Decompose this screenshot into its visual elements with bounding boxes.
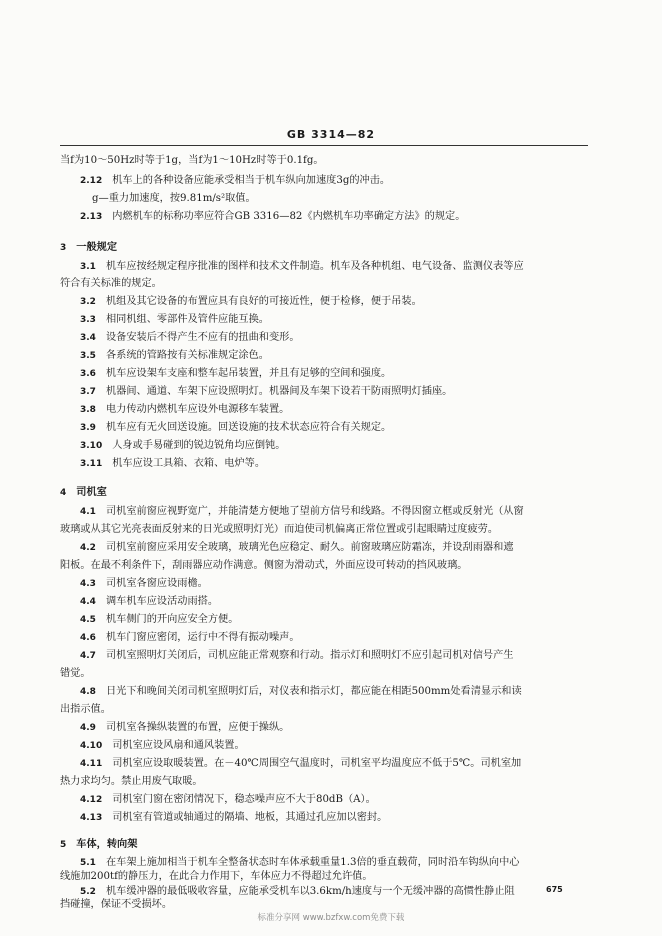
- clause-3-8: 3.8 电力传动内燃机车应设外电源移车装置。: [80, 404, 290, 415]
- clause-4-12: 4.12 司机室门窗在密闭情况下，稳态噪声应不大于80dB（A）。: [80, 794, 376, 805]
- clause-3-7: 3.7 机器间、通道、车架下应设照明灯。机器间及车架下设若干防雨照明灯插座。: [80, 386, 453, 397]
- clause-3-5: 3.5 各系统的管路按有关标准规定涂色。: [80, 350, 269, 361]
- page-number: 675: [546, 885, 563, 894]
- standard-header: GB 3314—82: [286, 128, 376, 141]
- text-line: 阳板。在最不利条件下，刮雨器应动作满意。侧窗为滑动式，外面应设可转动的挡风玻璃。: [60, 560, 468, 571]
- clause-2-13: 2.13 内燃机车的标称功率应符合GB 3316—82《内燃机车功率确定方法》的规定。: [80, 211, 466, 222]
- clause-4-7: 4.7 司机室照明灯关闭后，司机应能正常观察和行动。指示灯和照明灯不应引起司机对信号产生: [80, 650, 514, 661]
- clause-3-6: 3.6 机车应设架车支座和整车起吊装置，并且有足够的空间和强度。: [80, 368, 392, 379]
- clause-4-1: 4.1 司机室前窗应视野宽广，并能清楚方便地了望前方信号和线路。不得因窗立框或反射光（从窗: [80, 506, 524, 517]
- text-line: 错觉。: [60, 668, 91, 679]
- clause-3-4: 3.4 设备安装后不得产生不应有的扭曲和变形。: [80, 332, 300, 343]
- clause-3-1: 3.1 机车应按经规定程序批准的图样和技术文件制造。机车及各种机组、电气设备、监测仪表等应: [80, 261, 524, 272]
- footer-watermark: 标准分享网 www.bzfxw.com免费下载: [257, 913, 405, 923]
- clause-3-10: 3.10 人身或手易碰到的锐边锐角均应倒钝。: [80, 440, 286, 451]
- section-5-heading: 5 车体，转向架: [60, 838, 138, 850]
- clause-3-9: 3.9 机车应有无火回送设施。回送设施的技术状态应符合有关规定。: [80, 422, 392, 433]
- text-line: 热力求均匀。禁止用废气取暖。: [60, 776, 203, 787]
- clause-4-4: 4.4 调车机车应设活动雨搭。: [80, 596, 219, 607]
- header-rule: [60, 145, 588, 146]
- clause-4-13: 4.13 司机室有管道或轴通过的隔墙、地板，其通过孔应加以密封。: [80, 812, 388, 823]
- text-line: 挡碰撞，保证不受损坏。: [60, 899, 173, 910]
- text-line: g—重力加速度，按9.81m/s²取值。: [92, 193, 256, 204]
- text-line: 线施加200tf的静压力，在此合力作用下，车体应力不得超过允许值。: [60, 871, 373, 882]
- clause-3-2: 3.2 机组及其它设备的布置应具有良好的可接近性，便于检修，便于吊装。: [80, 296, 422, 307]
- clause-4-3: 4.3 司机室各窗应设雨檐。: [80, 578, 208, 589]
- clause-2-12: 2.12 机车上的各种设备应能承受相当于机车纵向加速度3g的冲击。: [80, 175, 391, 186]
- clause-4-5: 4.5 机车侧门的开向应安全方便。: [80, 614, 239, 625]
- clause-5-1: 5.1 在车架上施加相当于机车全整备状态时车体承载重量1.3倍的垂直载荷，同时沿车钩纵向中心: [80, 857, 520, 868]
- section-4-heading: 4 司机室: [60, 486, 107, 498]
- clause-4-6: 4.6 机车门窗应密闭，运行中不得有振动噪声。: [80, 632, 300, 643]
- clause-4-11: 4.11 司机室应设取暖装置。在－40℃周围空气温度时，司机室平均温度应不低于5℃。司机室加: [80, 758, 522, 769]
- clause-4-2: 4.2 司机室前窗应采用安全玻璃，玻璃光色应稳定、耐久。前窗玻璃应防霜冻，并设刮雨器和遮: [80, 542, 514, 553]
- text-line: 符合有关标准的规定。: [60, 278, 162, 289]
- text-line: 玻璃或从其它光亮表面反射来的日光或照明灯光）而迫使司机偏离正常位置或引起眼睛过度疲劳。: [60, 524, 499, 535]
- text-line: 出指示值。: [60, 704, 111, 715]
- text-line: 当f为10～50Hz时等于1g，当f为1～10Hz时等于0.1fg。: [60, 155, 324, 166]
- clause-4-8: 4.8 日光下和晚间关闭司机室照明灯后，对仪表和指示灯，都应能在相距500mm处看清显示和读: [80, 686, 522, 697]
- section-3-heading: 3 一般规定: [60, 241, 118, 253]
- clause-5-2: 5.2 机车缓冲器的最低吸收容量，应能承受机车以3.6km/h速度与一个无缓冲器的高惯性静止阻: [80, 886, 515, 897]
- clause-3-11: 3.11 机车应设工具箱、衣箱、电炉等。: [80, 458, 266, 469]
- clause-3-3: 3.3 相同机组、零部件及管件应能互换。: [80, 314, 269, 325]
- clause-4-10: 4.10 司机室应设风扇和通风装置。: [80, 740, 245, 751]
- clause-4-9: 4.9 司机室各操纵装置的布置，应便于操纵。: [80, 722, 290, 733]
